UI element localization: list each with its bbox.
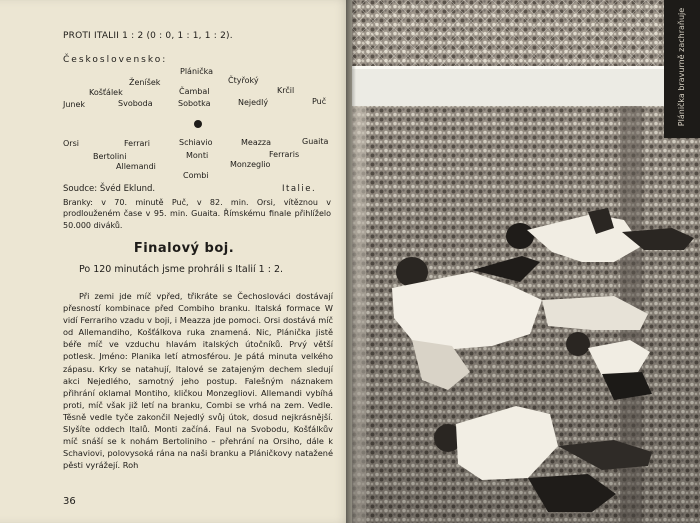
goals-summary: Branky: v 70. minutě Puč, v 82. min. Orsi, vítěznou v prodlouženém čase v 95. min. Guaita. Římskému finale přihlíželo 50.000 diváků.: [63, 198, 331, 230]
player-cs-forward: Svoboda: [118, 99, 153, 108]
player-cs-forward: Nejedlý: [238, 98, 269, 107]
match-narrative: [63, 290, 333, 471]
player-cs-goalkeeper: Plánička: [180, 67, 214, 76]
player-it-forward: Meazza: [241, 138, 272, 147]
chapter-title: Finalový boj.: [133, 241, 235, 256]
player-cs-back: Ženíšek: [129, 78, 161, 87]
match-score-heading: PROTI ITALII 1 : 2 (0 : 0, 1 : 1, 1 : 2).: [63, 31, 233, 41]
player-it-forward: Ferrari: [124, 139, 150, 148]
referee-line: Soudce: Švéd Eklund.: [63, 184, 156, 194]
player-it-goalkeeper: Combi: [183, 171, 209, 180]
player-cs-back: Čtyřoký: [228, 76, 259, 85]
player-cs-half: Čambal: [179, 87, 210, 96]
player-cs-half: Košťálek: [89, 88, 123, 97]
player-it-half: Monti: [186, 151, 209, 160]
player-cs-half: Krčil: [277, 86, 295, 95]
page-number: 36: [63, 496, 76, 507]
photo-caption-bar: [664, 0, 700, 138]
right-photo-page: [352, 0, 700, 523]
player-it-back: Monzeglio: [230, 160, 271, 169]
player-cs-forward: Junek: [63, 100, 86, 109]
player-cs-forward: Puč: [312, 97, 327, 106]
player-it-half: Bertolini: [93, 152, 127, 161]
chapter-subtitle: Po 120 minutách jsme prohráli s Italií 1 : 2.: [78, 264, 284, 275]
player-it-forward: Schiavio: [179, 138, 213, 147]
italy-team-label: Italie.: [282, 184, 317, 194]
narrative-paragraph: Při zemi jde míč vpřed, třikráte se Čechoslováci dostávají přesností kombinace před Combiho branku. Italská formace W vidí Ferrariho vzadu v boji, i Meazza jde pomoci. Orsi dostává míč od Allemandiho, Košťálkova ruka znamená. Nic, Plánička jistě béře míč ve vzduchu hlavám italských útočníků. Prvý větší potlesk. Jméno: Planika letí atmosférou. Je pátá minuta velkého zápasu. Krky se natahují, Italové se zatajeným dechem sledují akci Nejedlého, samotný jeho postup. Falešným náznakem přihrání oklamal Montiho, kličkou Monzegliovi. Allemandi vybíhá proti, míč však již letí na branku, Combi se vrhá na zem. Vedle. Těsně vedle tyče zakončil Nejedlý svůj útok, dosud nejkrásnější. Slyšíte oddech Italů. Monti začíná. Faul na Svobodu, Košťálkův míč snáší se k nohám Bertoliniho – přehrání na Orsiho, dále k Schaviovi, polovysoká rána na naši branku a Pláničkovy natažené pěsti vyrážejí. Roh: [63, 291, 333, 471]
czechoslovakia-team-label: Československo:: [63, 55, 168, 65]
book-gutter: [346, 0, 356, 523]
photo-caption: Plánička bravurně zachraňuje: [677, 7, 686, 127]
match-photograph: [352, 0, 700, 523]
player-cs-forward: Sobotka: [178, 99, 211, 108]
player-it-forward: Guaita: [302, 137, 329, 146]
player-it-back: Allemandi: [116, 162, 156, 171]
player-it-forward: Orsi: [63, 139, 79, 148]
player-it-half: Ferraris: [269, 150, 300, 159]
ball-separator-icon: [194, 120, 202, 128]
